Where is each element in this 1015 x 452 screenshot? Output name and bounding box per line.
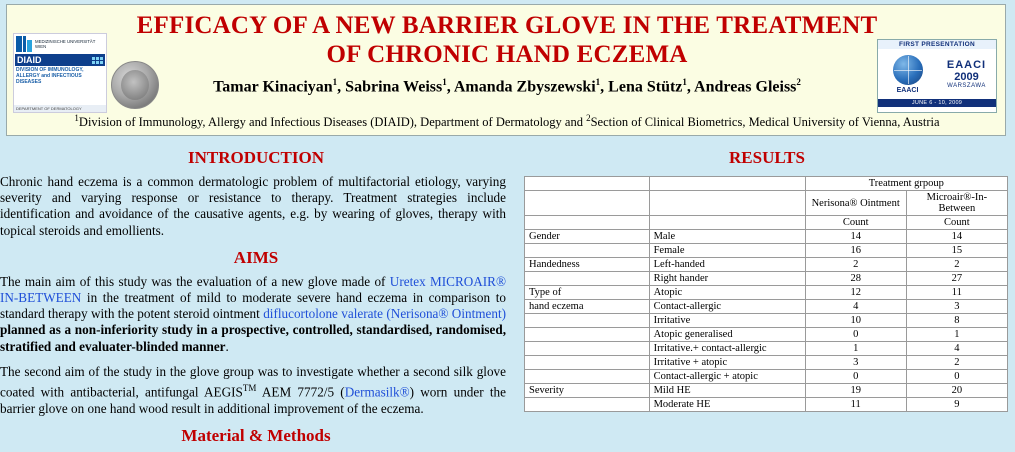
diaid-department: DEPARTMENT OF DERMATOLOGY xyxy=(14,105,106,112)
cell-category xyxy=(525,314,650,328)
header-count-microair: Count xyxy=(906,216,1007,230)
cell-category: Type of xyxy=(525,286,650,300)
table-row xyxy=(525,272,1008,286)
cell-category xyxy=(525,356,650,370)
cell-category xyxy=(525,244,650,258)
header-spacer-category-3 xyxy=(525,216,650,230)
table-row xyxy=(525,384,1008,398)
table-row xyxy=(525,370,1008,384)
results-table-body xyxy=(525,230,1008,412)
aim1-product-glove: Uretex MICROAIR® IN-BETWEEN xyxy=(0,273,506,306)
cell-count-microair: 27 xyxy=(906,272,1007,286)
table-row xyxy=(525,286,1008,300)
cell-category xyxy=(525,370,650,384)
cell-category xyxy=(525,398,650,412)
cell-count-nerisona: 12 xyxy=(805,286,906,300)
diaid-squares-icon xyxy=(92,57,103,64)
cell-level: Contact-allergic + atopic xyxy=(649,370,805,384)
cell-count-microair: 3 xyxy=(906,300,1007,314)
cell-count-microair: 9 xyxy=(906,398,1007,412)
diaid-banner xyxy=(15,54,105,66)
cell-count-nerisona: 10 xyxy=(805,314,906,328)
table-row xyxy=(525,244,1008,258)
table-row xyxy=(525,356,1008,370)
congress-name: EAACI xyxy=(946,59,987,71)
university-logo-text: MEDIZINISCHE UNIVERSITÄT WIEN xyxy=(35,39,96,49)
introduction-paragraph: Chronic hand eczema is a common dermatologic problem of multifactorial etiology, varying severity and varying response or resistance to therapy. Treatment strategies include identification and avoidance of the causative agents, e.g. by wearing of gloves, therapy with topical steroids and emollients. xyxy=(0,174,506,238)
table-row xyxy=(525,300,1008,314)
medical-university-mark xyxy=(14,34,106,52)
cell-level: Left-handed xyxy=(649,258,805,272)
header-treatment-group: Treatment grpoup xyxy=(805,177,1007,191)
cell-category: Severity xyxy=(525,384,650,398)
cell-count-nerisona: 11 xyxy=(805,398,906,412)
aim2-product-silk: Dermasilk® xyxy=(344,384,410,400)
cell-count-nerisona: 1 xyxy=(805,342,906,356)
right-column xyxy=(524,148,1010,412)
aim1-text-a: The main aim of this study was the evaluation of a new glove made of xyxy=(0,273,390,289)
table-header-row-arms xyxy=(525,191,1008,216)
cell-category xyxy=(525,328,650,342)
table-row xyxy=(525,328,1008,342)
cell-count-nerisona: 4 xyxy=(805,300,906,314)
cell-level: Atopic xyxy=(649,286,805,300)
cell-level: Irritative.+ contact-allergic xyxy=(649,342,805,356)
cell-count-microair: 15 xyxy=(906,244,1007,258)
cell-level: Female xyxy=(649,244,805,258)
cell-count-microair: 20 xyxy=(906,384,1007,398)
aim-secondary-paragraph xyxy=(0,364,512,417)
cell-count-nerisona: 0 xyxy=(805,328,906,342)
mu-wien-icon xyxy=(16,36,32,52)
aim2-text-c: ) worn under the barrier glove on one hand wood result in additional improvement of the eczema. xyxy=(0,384,506,416)
aim1-text-end: . xyxy=(225,338,229,354)
congress-logo xyxy=(877,39,997,113)
cell-count-nerisona: 28 xyxy=(805,272,906,286)
cell-count-microair: 11 xyxy=(906,286,1007,300)
cell-level: Irritative xyxy=(649,314,805,328)
table-row xyxy=(525,258,1008,272)
poster-title: EFFICACY OF A NEW BARRIER GLOVE IN THE TREATMENT OF CHRONIC HAND ECZEMA xyxy=(136,12,878,68)
cell-category: Gender xyxy=(525,230,650,244)
table-row xyxy=(525,314,1008,328)
diaid-subtitle: DIVISION OF IMMUNOLOGY, ALLERGY and INFECTIOUS DISEASES xyxy=(16,67,84,85)
cell-level: Irritative + atopic xyxy=(649,356,805,370)
cell-level: Right hander xyxy=(649,272,805,286)
cell-count-nerisona: 19 xyxy=(805,384,906,398)
congress-dates: JUNE 6 - 10, 2009 xyxy=(878,99,996,107)
header-spacer-level xyxy=(649,177,805,191)
eaaci-society-label: EAACI xyxy=(896,86,919,94)
affiliation-line: $^1$Division of Immunology, Allergy and Infectious Diseases (DIAID), Department of Dermatology and $^2$Section of Clinical Biometrics, Medical University of Vienna, Austria xyxy=(74,113,940,130)
university-logo xyxy=(13,33,107,113)
cell-count-nerisona: 16 xyxy=(805,244,906,258)
header-count-nerisona: Count xyxy=(805,216,906,230)
aim2-text-a: The second aim of the study in the glove group was to investigate whether a second silk glove coated with antibacterial, antifungal AEGIS xyxy=(0,363,506,400)
table-row xyxy=(525,398,1008,412)
header-spacer-level-2 xyxy=(649,191,805,216)
cell-count-nerisona: 0 xyxy=(805,370,906,384)
cell-level: Contact-allergic xyxy=(649,300,805,314)
header-spacer-level-3 xyxy=(649,216,805,230)
left-column xyxy=(0,148,512,452)
cell-count-microair: 14 xyxy=(906,230,1007,244)
cell-count-microair: 2 xyxy=(906,258,1007,272)
table-header-row-count xyxy=(525,216,1008,230)
cell-count-microair: 1 xyxy=(906,328,1007,342)
cell-level: Mild HE xyxy=(649,384,805,398)
poster-header xyxy=(6,4,1006,136)
cell-level: Male xyxy=(649,230,805,244)
congress-year: 2009 xyxy=(954,71,979,83)
methods-heading: Material & Methods xyxy=(181,425,331,445)
aim1-product-ointment: diflucortolone valerate (Nerisona® Ointment) xyxy=(263,306,507,322)
congress-city: WARSZAWA xyxy=(947,83,986,89)
cell-count-microair: 0 xyxy=(906,370,1007,384)
globe-icon xyxy=(893,55,923,85)
cell-count-nerisona: 3 xyxy=(805,356,906,370)
cell-category: hand eczema xyxy=(525,300,650,314)
results-table xyxy=(524,176,1008,412)
header-spacer-category xyxy=(525,177,650,191)
header-arm-nerisona: Nerisona® Ointment xyxy=(805,191,906,216)
table-row xyxy=(525,230,1008,244)
aim1-text-b: in the treatment of mild to moderate severe hand eczema in comparison to standard therapy with the potent steroid ointment xyxy=(0,290,506,322)
aim1-design-text: planned as a non-inferiority study in a prospective, controlled, standardised, randomised, stratified and evaluater-blinded manner xyxy=(0,322,506,354)
cell-category xyxy=(525,342,650,356)
aim2-text-b: AEM 7772/5 ( xyxy=(256,384,345,400)
introduction-heading: INTRODUCTION xyxy=(187,148,325,167)
aim-primary-paragraph xyxy=(0,274,512,355)
header-arm-microair: Microair®-In-Between xyxy=(906,191,1007,216)
header-spacer-category-2 xyxy=(525,191,650,216)
first-presentation-label: FIRST PRESENTATION xyxy=(878,40,996,49)
cell-count-nerisona: 14 xyxy=(805,230,906,244)
cell-level: Moderate HE xyxy=(649,398,805,412)
cell-level: Atopic generalised xyxy=(649,328,805,342)
cell-count-microair: 8 xyxy=(906,314,1007,328)
cell-category xyxy=(525,272,650,286)
table-header-row-group xyxy=(525,177,1008,191)
diaid-label: DIAID xyxy=(17,55,42,65)
cell-category: Handedness xyxy=(525,258,650,272)
cell-count-nerisona: 2 xyxy=(805,258,906,272)
aim2-trademark: TM xyxy=(242,383,257,394)
results-heading: RESULTS xyxy=(729,148,805,167)
author-list: Tamar Kinaciyan$^1$, Sabrina Weiss$^1$, Amanda Zbyszewski$^1$, Lena Stütz$^1$, Andreas Gleiss$^2$ xyxy=(213,77,801,96)
cell-count-microair: 2 xyxy=(906,356,1007,370)
aims-heading: AIMS xyxy=(233,247,279,267)
table-row xyxy=(525,342,1008,356)
cell-count-microair: 4 xyxy=(906,342,1007,356)
